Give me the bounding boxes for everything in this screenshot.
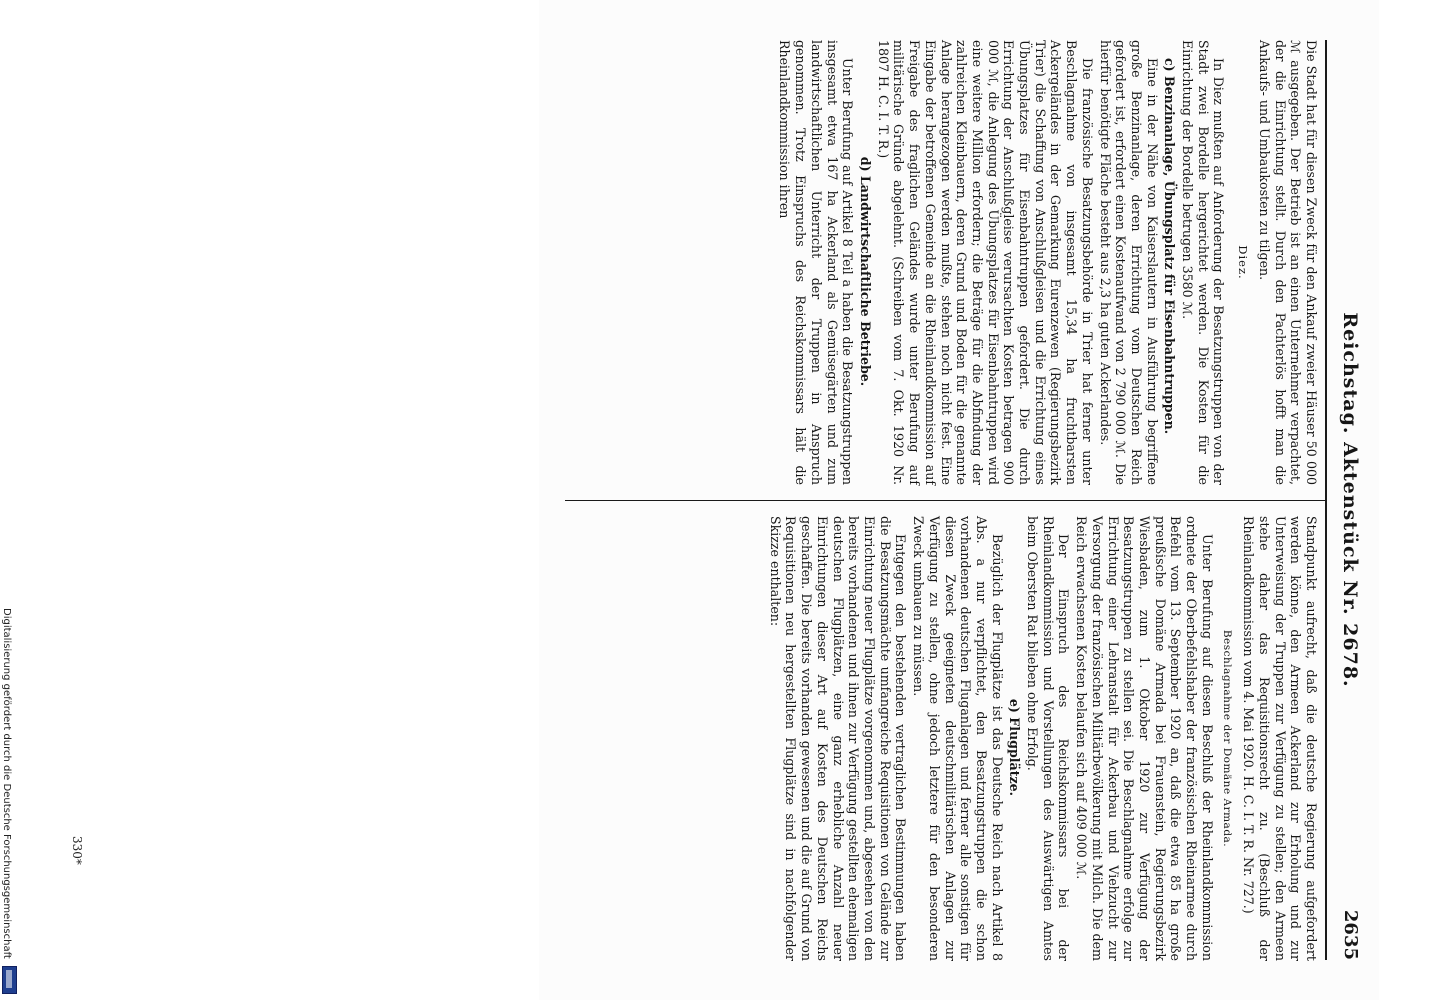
dfg-logo-icon [2, 966, 17, 994]
paragraph: Unter Berufung auf diesen Beschluß der Rheinlandkommission ordnete der Oberbefehlshaber der französischen Rheinarmee durch Befehl vom 13. September 1920 an, daß die etwa 85 ha große preußische Domäne Armada bei Frauenstein, Regierungsbezirk Wiesbaden, zum 1. Oktober 1920 zur Verfügung der Besatzungstruppen zu stellen sei. Die Beschlagnahme erfolge zur Errichtung einer Lehranstalt für Ackerbau und Viehzucht zur Versorgung der französischen Militärbevölkerung mit Milch. Die dem Reich erwachsenen Kosten belaufen sich auf 409 000 ℳ. [1074, 516, 1215, 961]
left-column [775, 40, 1319, 485]
paragraph: Unter Berufung auf Artikel 8 Teil a haben die Besatzungstruppen insgesamt etwa 167 ha Ackerland als Gemüsegärten und zum landwirtschaftlichen Unterricht der Truppen in Anspruch genommen. Trotz Einspruchs des Reichskommissars hält die Rheinlandkommission ihren [777, 40, 856, 485]
section-heading: e) Flugplätze. [1007, 698, 1023, 797]
paragraph: Bezüglich der Flugplätze ist das Deutsche Reich nach Artikel 8 Abs. a nur verpflichtet, den Besatzungstruppen die schon vorhandenen deutschen Fluganlagen und ferner alle sonstigen für diesen Zweck geeigneten deutschmilitärischen Anlagen zur Verfügung zu stellen, ohne jedoch letztere für den besonderen Zweck umbauen zu müssen. [911, 516, 1005, 961]
section-heading: c) Benzinanlage, Übungsplatz für Eisenbahntruppen. [1162, 58, 1178, 435]
column-divider [565, 500, 1327, 501]
page-mark: 330* [70, 836, 84, 865]
paragraph: Entgegen den bestehenden vertraglichen Bestimmungen haben die Besatzungsmächte umfangreiche Requisitionen von Gelände zur Einrichtung neuer Flugplätze vorgenommen und, abgesehen von den bereits vorhandenen und ihnen zur Verfügung gestellten ehemaligen deutschen Flugplätzen, eine ganz erhebliche Anzahl neuer Einrichtungen dieser Art auf Kosten des Deutschen Reichs geschaffen. Die bereits vorhanden gewesenen und die auf Grund von Requisitionen neu hergestellten Flugplätze sind in nachfolgender Skizze enthalten: [767, 516, 909, 961]
funding-notice [0, 608, 20, 988]
subheading: Beschlagnahme der Domäne Armada. [1221, 629, 1234, 848]
page-header [1335, 40, 1361, 960]
scanned-page [539, 0, 1379, 1000]
paragraph: Die Stadt hat für diesen Zweck für den Ankauf zweier Häuser 50 000 ℳ ausgegeben. Der Betrieb ist an einen Unternehmer verpachtet, der die Einrichtung stellt. Durch den Pachterlös hofft man die Ankaufs- und Umbaukosten zu tilgen. [1256, 40, 1319, 485]
city-heading: Diez. [1236, 245, 1251, 280]
paragraph: Die französische Besatzungsbehörde in Trier hat ferner unter Beschlagnahme von insgesamt 15,34 ha fruchtbarsten Ackergeländes in der Gemarkung Eurenzewen (Regierungsbezirk Trier) die Schaffung von Anschlußgleisen und die Errichtung eines Übungsplatzes für Eisenbahntruppen gefordert. Die durch Errichtung der Anschlußgleise verursachten Kosten betragen 900 000 ℳ, die Anlegung des Übungsplatzes für Eisenbahntruppen wird eine weitere Million erfordern; die Beträge für die Abfindung der zahlreichen Kleinbauern, deren Grund und Boden für die genannte Anlage herangezogen werden mußte, stehen noch nicht fest. Eine Eingabe der betroffenen Gemeinde an die Rheinlandkommission auf Freigabe des fraglichen Geländes wurde unter Berufung auf militärische Gründe abgelehnt. (Schreiben vom 7. Okt. 1920 Nr. 1807 H. C. I. T. R.) [875, 40, 1095, 485]
page-title: Reichstag. Aktenstück Nr. 2678. [1339, 312, 1361, 688]
paragraph: Eine in der Nähe von Kaiserslautern in Ausführung begriffene große Benzinanlage, deren Errichtung vom Deutschen Reich gefordert ist, erfordert einen Kostenaufwand von 2 790 000 ℳ. Die hierfür benötigte Fläche besteht aus 2,3 ha guten Ackerlandes. [1097, 40, 1160, 485]
paragraph: Der Einspruch des Reichskommissars bei der Rheinlandkommission und Vorstellungen des Auswärtigen Amtes beim Obersten Rat blieben ohne Erfolg. [1025, 516, 1072, 961]
section-heading: d) Landwirtschaftliche Betriebe. [858, 156, 874, 387]
funding-text: Digitalisierung gefördert durch die Deutsche Forschungsgemeinschaft [1, 608, 12, 959]
paragraph: Standpunkt aufrecht, daß die deutsche Regierung aufgefordert werden könne, den Armeen Ackerland zur Erholung und zur Unterweisung der Truppen zur Verfügung zu stellen; den Armeen stehe daher das Requisitionsrecht zu. (Beschluß der Rheinlandkommission vom 4. Mai 1920. H. C. I. T. R. Nr. 727.) [1241, 516, 1319, 961]
right-column [765, 516, 1319, 961]
page-number: 2635 [1340, 909, 1361, 960]
paragraph: In Diez mußten auf Anforderung der Besatzungstruppen von der Stadt zwei Bordelle hergerichtet werden. Die Kosten für die Einrichtung der Bordelle betrugen 3580 ℳ. [1180, 40, 1227, 485]
